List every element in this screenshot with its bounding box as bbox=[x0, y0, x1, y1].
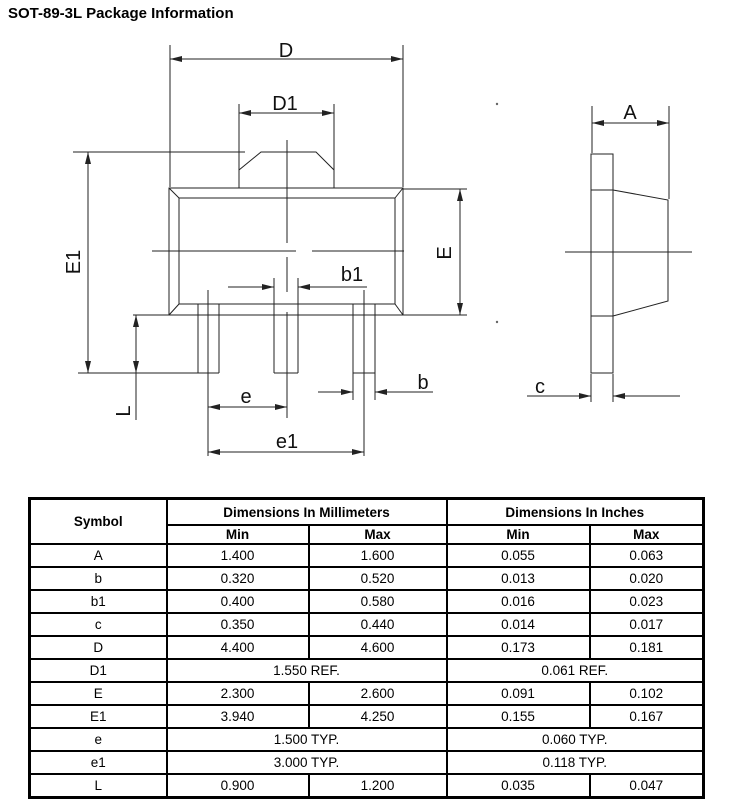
table-row bbox=[30, 613, 704, 636]
dim-label-E: E bbox=[434, 246, 456, 260]
dimension-E bbox=[403, 189, 467, 315]
table-cell: 4.400 bbox=[167, 636, 309, 659]
dim-label-e: e bbox=[240, 386, 252, 408]
table-cell: D1 bbox=[30, 659, 167, 682]
table-cell: b bbox=[30, 567, 167, 590]
table-cell: 0.102 bbox=[590, 682, 704, 705]
table-cell: 0.035 bbox=[447, 774, 590, 798]
table-cell: 0.023 bbox=[590, 590, 704, 613]
table-cell: 0.061 REF. bbox=[447, 659, 704, 682]
dim-label-A: A bbox=[623, 102, 637, 124]
front-view bbox=[63, 40, 467, 456]
dim-label-D1: D1 bbox=[272, 93, 298, 115]
table-cell: 3.940 bbox=[167, 705, 309, 728]
dimensions-table bbox=[28, 497, 705, 799]
table-cell: 0.060 TYP. bbox=[447, 728, 704, 751]
table-row bbox=[30, 774, 704, 798]
dimension-e1 bbox=[208, 431, 364, 453]
table-cell: 0.520 bbox=[309, 567, 447, 590]
dim-label-E1: E1 bbox=[63, 249, 85, 275]
page-title: SOT-89-3L Package Information bbox=[8, 5, 234, 22]
header-mm-max: Max bbox=[309, 525, 447, 544]
table-cell: 1.600 bbox=[309, 544, 447, 567]
table-cell: 0.047 bbox=[590, 774, 704, 798]
dim-label-D: D bbox=[278, 40, 294, 62]
dimension-E1 bbox=[63, 152, 245, 373]
table-row bbox=[30, 636, 704, 659]
table-cell: 1.550 REF. bbox=[167, 659, 447, 682]
table-cell: D bbox=[30, 636, 167, 659]
table-cell: A bbox=[30, 544, 167, 567]
header-in-max: Max bbox=[590, 525, 704, 544]
table-cell: 0.580 bbox=[309, 590, 447, 613]
table-row bbox=[30, 682, 704, 705]
table-cell: 0.320 bbox=[167, 567, 309, 590]
dimension-L bbox=[113, 315, 169, 420]
table-cell: 1.500 TYP. bbox=[167, 728, 447, 751]
scan-speck bbox=[496, 103, 498, 105]
table-cell: 0.440 bbox=[309, 613, 447, 636]
header-millimeters: Dimensions In Millimeters bbox=[167, 499, 447, 526]
dimension-e bbox=[208, 386, 287, 408]
dim-label-b: b bbox=[417, 372, 429, 394]
table-cell: E bbox=[30, 682, 167, 705]
table-cell: L bbox=[30, 774, 167, 798]
table-cell: 1.400 bbox=[167, 544, 309, 567]
header-inches: Dimensions In Inches bbox=[447, 499, 704, 526]
side-view bbox=[496, 102, 692, 402]
table-cell: E1 bbox=[30, 705, 167, 728]
table-cell: 0.173 bbox=[447, 636, 590, 659]
table-cell: 1.200 bbox=[309, 774, 447, 798]
table-cell: e bbox=[30, 728, 167, 751]
table-cell: 0.013 bbox=[447, 567, 590, 590]
dim-label-L: L bbox=[113, 405, 135, 417]
table-row bbox=[30, 705, 704, 728]
centerlines bbox=[152, 140, 404, 418]
lead-center bbox=[274, 278, 298, 373]
table-cell: 0.016 bbox=[447, 590, 590, 613]
header-symbol: Symbol bbox=[30, 499, 167, 545]
dimension-c bbox=[527, 374, 680, 402]
dim-label-b1: b1 bbox=[340, 264, 364, 286]
table-row bbox=[30, 590, 704, 613]
dim-label-c: c bbox=[535, 376, 545, 398]
table-cell: 4.600 bbox=[309, 636, 447, 659]
dim-label-e1: e1 bbox=[275, 431, 299, 453]
table-cell: 0.181 bbox=[590, 636, 704, 659]
table-cell: 0.400 bbox=[167, 590, 309, 613]
table-row bbox=[30, 544, 704, 567]
table-row bbox=[30, 728, 704, 751]
table-cell: 0.155 bbox=[447, 705, 590, 728]
table-row bbox=[30, 751, 704, 774]
dimension-A bbox=[592, 102, 669, 199]
table-cell: 3.000 TYP. bbox=[167, 751, 447, 774]
table-cell: 2.300 bbox=[167, 682, 309, 705]
table-cell: 0.350 bbox=[167, 613, 309, 636]
table-cell: 0.167 bbox=[590, 705, 704, 728]
table-cell: b1 bbox=[30, 590, 167, 613]
side-body-outline bbox=[565, 154, 692, 373]
header-mm-min: Min bbox=[167, 525, 309, 544]
table-cell: 0.091 bbox=[447, 682, 590, 705]
table-cell: c bbox=[30, 613, 167, 636]
table-row bbox=[30, 567, 704, 590]
header-in-min: Min bbox=[447, 525, 590, 544]
table-cell: 2.600 bbox=[309, 682, 447, 705]
table-cell: e1 bbox=[30, 751, 167, 774]
table-cell: 0.900 bbox=[167, 774, 309, 798]
table-cell: 0.118 TYP. bbox=[447, 751, 704, 774]
table-cell: 0.014 bbox=[447, 613, 590, 636]
scan-speck bbox=[496, 321, 498, 323]
table-cell: 0.063 bbox=[590, 544, 704, 567]
table-cell: 0.055 bbox=[447, 544, 590, 567]
table-row bbox=[30, 659, 704, 682]
table-cell: 0.017 bbox=[590, 613, 704, 636]
table-header-row bbox=[30, 499, 704, 526]
table-cell: 4.250 bbox=[309, 705, 447, 728]
table-cell: 0.020 bbox=[590, 567, 704, 590]
